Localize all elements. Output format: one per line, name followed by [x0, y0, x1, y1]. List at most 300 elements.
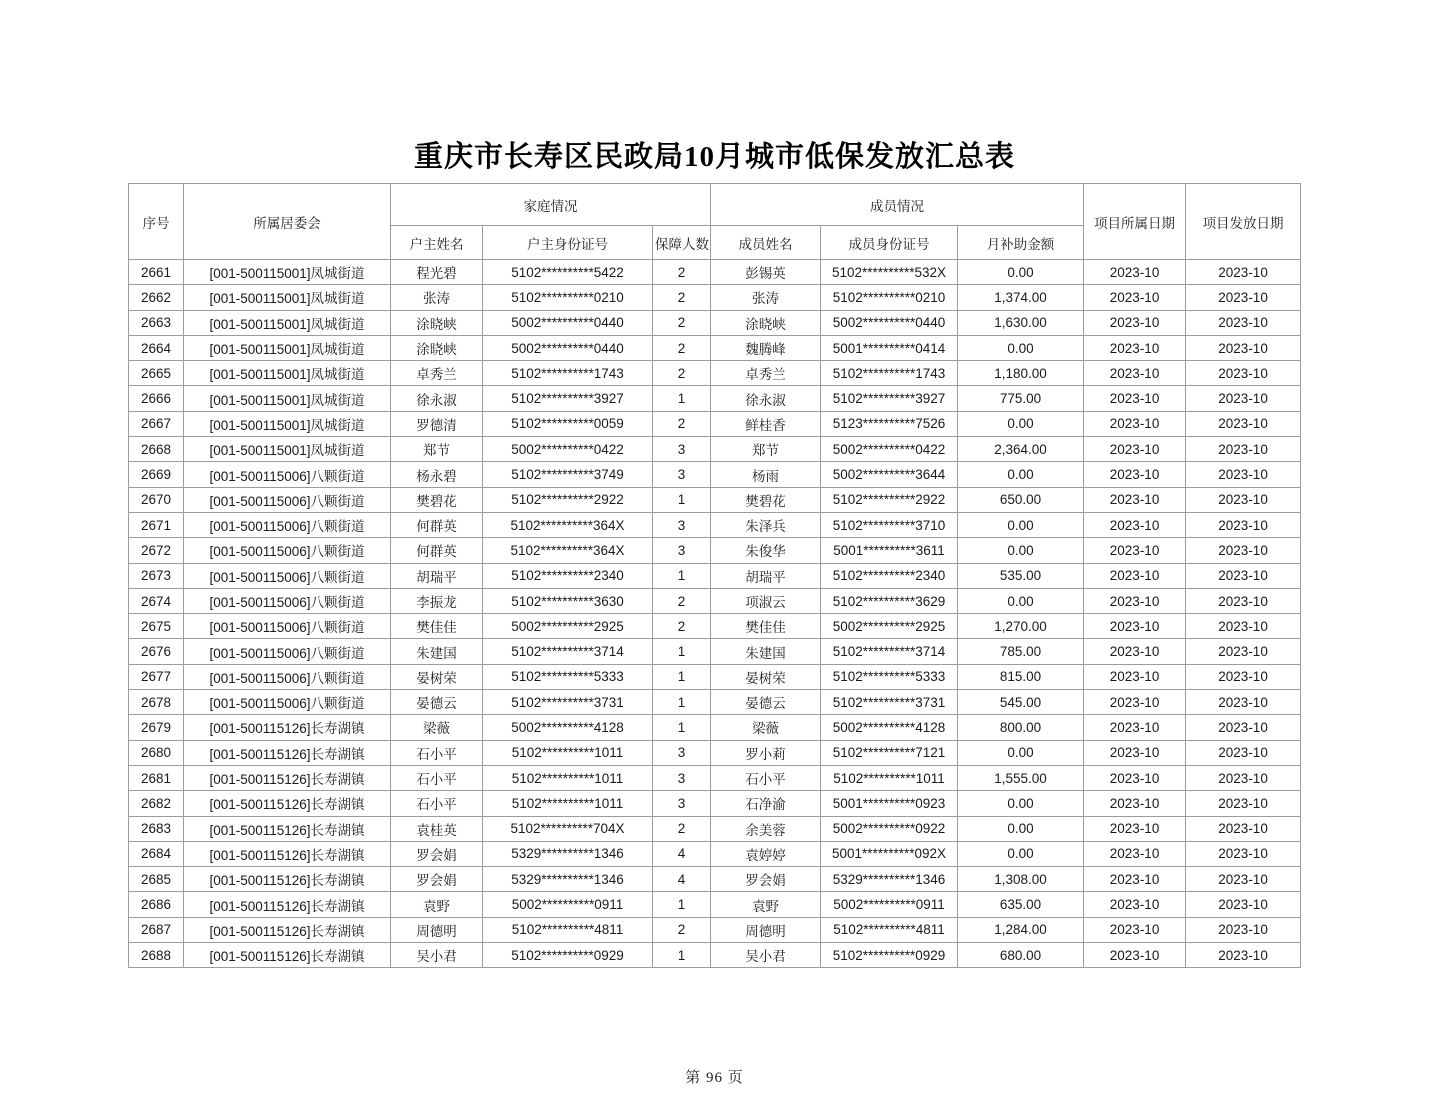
cell-insured-count: 3: [653, 512, 711, 537]
cell-project-date: 2023-10: [1084, 867, 1186, 892]
cell-subsidy: 680.00: [958, 943, 1084, 968]
cell-issue-date: 2023-10: [1186, 563, 1301, 588]
cell-member-id: 5002**********0922: [821, 816, 958, 841]
cell-committee: [001-500115126]长寿湖镇: [184, 715, 391, 740]
cell-serial: 2675: [129, 614, 184, 639]
cell-head-id: 5102**********3714: [483, 639, 653, 664]
cell-member-id: 5002**********0422: [821, 437, 958, 462]
cell-head-id: 5002**********0440: [483, 310, 653, 335]
cell-committee: [001-500115001]凤城街道: [184, 437, 391, 462]
cell-project-date: 2023-10: [1084, 690, 1186, 715]
cell-serial: 2686: [129, 892, 184, 917]
cell-insured-count: 2: [653, 411, 711, 436]
cell-subsidy: 800.00: [958, 715, 1084, 740]
cell-serial: 2663: [129, 310, 184, 335]
cell-committee: [001-500115006]八颗街道: [184, 563, 391, 588]
cell-head-id: 5002**********0440: [483, 335, 653, 360]
cell-serial: 2683: [129, 816, 184, 841]
header-issue-date: 项目发放日期: [1186, 184, 1301, 260]
cell-serial: 2670: [129, 487, 184, 512]
cell-insured-count: 1: [653, 690, 711, 715]
table-row: [129, 361, 1301, 386]
cell-head-id: 5102**********5333: [483, 664, 653, 689]
cell-member-name: 项淑云: [711, 588, 821, 613]
cell-issue-date: 2023-10: [1186, 892, 1301, 917]
cell-member-name: 朱泽兵: [711, 512, 821, 537]
cell-head-id: 5102**********364X: [483, 538, 653, 563]
cell-head-id: 5102**********3927: [483, 386, 653, 411]
cell-serial: 2667: [129, 411, 184, 436]
cell-project-date: 2023-10: [1084, 816, 1186, 841]
cell-member-id: 5002**********4128: [821, 715, 958, 740]
cell-subsidy: 0.00: [958, 512, 1084, 537]
cell-project-date: 2023-10: [1084, 285, 1186, 310]
cell-issue-date: 2023-10: [1186, 437, 1301, 462]
cell-issue-date: 2023-10: [1186, 260, 1301, 285]
cell-insured-count: 3: [653, 791, 711, 816]
cell-head-id: 5329**********1346: [483, 841, 653, 866]
cell-project-date: 2023-10: [1084, 892, 1186, 917]
table-row: [129, 715, 1301, 740]
cell-head-name: 袁野: [391, 892, 483, 917]
cell-committee: [001-500115126]长寿湖镇: [184, 892, 391, 917]
cell-head-name: 涂晓峡: [391, 335, 483, 360]
page-title: 重庆市长寿区民政局10月城市低保发放汇总表: [413, 141, 1015, 173]
cell-issue-date: 2023-10: [1186, 335, 1301, 360]
cell-serial: 2665: [129, 361, 184, 386]
cell-head-name: 杨永碧: [391, 462, 483, 487]
table-row: [129, 386, 1301, 411]
cell-project-date: 2023-10: [1084, 462, 1186, 487]
cell-committee: [001-500115001]凤城街道: [184, 361, 391, 386]
cell-committee: [001-500115006]八颗街道: [184, 512, 391, 537]
cell-member-name: 晏树荣: [711, 664, 821, 689]
cell-serial: 2679: [129, 715, 184, 740]
cell-head-name: 晏树荣: [391, 664, 483, 689]
cell-head-name: 吴小君: [391, 943, 483, 968]
cell-insured-count: 2: [653, 335, 711, 360]
cell-project-date: 2023-10: [1084, 614, 1186, 639]
cell-member-id: 5001**********092X: [821, 841, 958, 866]
cell-issue-date: 2023-10: [1186, 841, 1301, 866]
cell-member-name: 周德明: [711, 917, 821, 942]
cell-subsidy: 0.00: [958, 335, 1084, 360]
cell-member-id: 5002**********3644: [821, 462, 958, 487]
cell-member-id: 5102**********3927: [821, 386, 958, 411]
header-member-name: 成员姓名: [711, 226, 821, 260]
cell-committee: [001-500115001]凤城街道: [184, 335, 391, 360]
cell-head-name: 郑节: [391, 437, 483, 462]
table-row: [129, 791, 1301, 816]
cell-member-name: 涂晓峡: [711, 310, 821, 335]
cell-issue-date: 2023-10: [1186, 816, 1301, 841]
cell-member-name: 袁野: [711, 892, 821, 917]
header-subsidy: 月补助金额: [958, 226, 1084, 260]
table-row: [129, 816, 1301, 841]
cell-member-id: 5329**********1346: [821, 867, 958, 892]
cell-insured-count: 3: [653, 538, 711, 563]
cell-head-name: 程光碧: [391, 260, 483, 285]
cell-member-name: 晏德云: [711, 690, 821, 715]
cell-member-name: 朱建国: [711, 639, 821, 664]
cell-subsidy: 635.00: [958, 892, 1084, 917]
table-row: [129, 335, 1301, 360]
cell-member-id: 5102**********0929: [821, 943, 958, 968]
header-head-name: 户主姓名: [391, 226, 483, 260]
cell-head-name: 徐永淑: [391, 386, 483, 411]
cell-head-name: 樊碧花: [391, 487, 483, 512]
table-row: [129, 310, 1301, 335]
cell-committee: [001-500115006]八颗街道: [184, 639, 391, 664]
cell-serial: 2671: [129, 512, 184, 537]
table-row: [129, 841, 1301, 866]
header-head-id: 户主身份证号: [483, 226, 653, 260]
cell-head-name: 何群英: [391, 538, 483, 563]
table-row: [129, 411, 1301, 436]
cell-insured-count: 2: [653, 588, 711, 613]
cell-head-name: 罗会娟: [391, 867, 483, 892]
cell-serial: 2672: [129, 538, 184, 563]
cell-head-name: 涂晓峡: [391, 310, 483, 335]
cell-issue-date: 2023-10: [1186, 310, 1301, 335]
cell-project-date: 2023-10: [1084, 487, 1186, 512]
cell-insured-count: 2: [653, 285, 711, 310]
cell-head-id: 5102**********1011: [483, 765, 653, 790]
cell-subsidy: 1,180.00: [958, 361, 1084, 386]
table-row: [129, 740, 1301, 765]
cell-issue-date: 2023-10: [1186, 639, 1301, 664]
table-header: [129, 184, 1301, 260]
table-row: [129, 260, 1301, 285]
table-row: [129, 462, 1301, 487]
cell-project-date: 2023-10: [1084, 715, 1186, 740]
cell-issue-date: 2023-10: [1186, 917, 1301, 942]
cell-head-name: 胡瑞平: [391, 563, 483, 588]
cell-committee: [001-500115001]凤城街道: [184, 260, 391, 285]
cell-subsidy: 0.00: [958, 411, 1084, 436]
cell-member-id: 5102**********2340: [821, 563, 958, 588]
cell-head-name: 石小平: [391, 791, 483, 816]
cell-project-date: 2023-10: [1084, 437, 1186, 462]
cell-insured-count: 4: [653, 841, 711, 866]
cell-member-name: 卓秀兰: [711, 361, 821, 386]
cell-serial: 2678: [129, 690, 184, 715]
cell-head-name: 石小平: [391, 765, 483, 790]
cell-member-id: 5001**********0414: [821, 335, 958, 360]
cell-member-name: 胡瑞平: [711, 563, 821, 588]
table-row: [129, 943, 1301, 968]
cell-head-id: 5102**********3630: [483, 588, 653, 613]
cell-head-id: 5102**********1011: [483, 740, 653, 765]
cell-member-id: 5102**********7121: [821, 740, 958, 765]
cell-subsidy: 0.00: [958, 816, 1084, 841]
cell-member-id: 5102**********3731: [821, 690, 958, 715]
cell-project-date: 2023-10: [1084, 335, 1186, 360]
cell-insured-count: 1: [653, 943, 711, 968]
cell-committee: [001-500115126]长寿湖镇: [184, 816, 391, 841]
cell-serial: 2673: [129, 563, 184, 588]
cell-head-name: 卓秀兰: [391, 361, 483, 386]
cell-member-id: 5102**********5333: [821, 664, 958, 689]
cell-issue-date: 2023-10: [1186, 664, 1301, 689]
cell-head-id: 5102**********2922: [483, 487, 653, 512]
cell-project-date: 2023-10: [1084, 588, 1186, 613]
cell-member-name: 张涛: [711, 285, 821, 310]
cell-project-date: 2023-10: [1084, 765, 1186, 790]
cell-issue-date: 2023-10: [1186, 386, 1301, 411]
header-project-date: 项目所属日期: [1084, 184, 1186, 260]
cell-project-date: 2023-10: [1084, 512, 1186, 537]
cell-member-id: 5102**********3629: [821, 588, 958, 613]
cell-issue-date: 2023-10: [1186, 943, 1301, 968]
cell-subsidy: 775.00: [958, 386, 1084, 411]
cell-head-name: 晏德云: [391, 690, 483, 715]
header-family-group: 家庭情况: [391, 184, 711, 226]
cell-committee: [001-500115126]长寿湖镇: [184, 740, 391, 765]
cell-issue-date: 2023-10: [1186, 614, 1301, 639]
cell-committee: [001-500115006]八颗街道: [184, 690, 391, 715]
cell-issue-date: 2023-10: [1186, 361, 1301, 386]
cell-serial: 2669: [129, 462, 184, 487]
cell-head-id: 5102**********0059: [483, 411, 653, 436]
cell-issue-date: 2023-10: [1186, 867, 1301, 892]
cell-member-name: 鲜桂香: [711, 411, 821, 436]
table-row: [129, 563, 1301, 588]
cell-issue-date: 2023-10: [1186, 512, 1301, 537]
cell-committee: [001-500115001]凤城街道: [184, 411, 391, 436]
cell-committee: [001-500115006]八颗街道: [184, 462, 391, 487]
cell-committee: [001-500115006]八颗街道: [184, 588, 391, 613]
cell-member-id: 5102**********532X: [821, 260, 958, 285]
cell-member-name: 余美蓉: [711, 816, 821, 841]
cell-committee: [001-500115001]凤城街道: [184, 310, 391, 335]
cell-serial: 2668: [129, 437, 184, 462]
cell-member-id: 5102**********3714: [821, 639, 958, 664]
table-row: [129, 690, 1301, 715]
cell-member-name: 魏腾峰: [711, 335, 821, 360]
cell-subsidy: 815.00: [958, 664, 1084, 689]
cell-insured-count: 3: [653, 462, 711, 487]
cell-head-id: 5002**********0911: [483, 892, 653, 917]
cell-insured-count: 1: [653, 639, 711, 664]
table-row: [129, 588, 1301, 613]
cell-member-id: 5102**********2922: [821, 487, 958, 512]
cell-committee: [001-500115006]八颗街道: [184, 487, 391, 512]
cell-issue-date: 2023-10: [1186, 538, 1301, 563]
cell-issue-date: 2023-10: [1186, 715, 1301, 740]
cell-subsidy: 650.00: [958, 487, 1084, 512]
cell-subsidy: 545.00: [958, 690, 1084, 715]
page-footer: 第 96 页: [685, 1070, 744, 1086]
cell-issue-date: 2023-10: [1186, 285, 1301, 310]
cell-subsidy: 2,364.00: [958, 437, 1084, 462]
cell-committee: [001-500115001]凤城街道: [184, 386, 391, 411]
cell-issue-date: 2023-10: [1186, 411, 1301, 436]
cell-project-date: 2023-10: [1084, 917, 1186, 942]
cell-serial: 2664: [129, 335, 184, 360]
cell-head-id: 5329**********1346: [483, 867, 653, 892]
cell-insured-count: 3: [653, 437, 711, 462]
cell-subsidy: 785.00: [958, 639, 1084, 664]
cell-committee: [001-500115126]长寿湖镇: [184, 791, 391, 816]
cell-head-id: 5102**********3731: [483, 690, 653, 715]
cell-head-id: 5102**********0929: [483, 943, 653, 968]
cell-issue-date: 2023-10: [1186, 690, 1301, 715]
cell-project-date: 2023-10: [1084, 639, 1186, 664]
cell-insured-count: 1: [653, 664, 711, 689]
table-row: [129, 538, 1301, 563]
cell-insured-count: 1: [653, 386, 711, 411]
cell-project-date: 2023-10: [1084, 563, 1186, 588]
header-member-id: 成员身份证号: [821, 226, 958, 260]
cell-member-name: 梁薇: [711, 715, 821, 740]
cell-insured-count: 3: [653, 765, 711, 790]
cell-head-id: 5102**********1743: [483, 361, 653, 386]
cell-committee: [001-500115126]长寿湖镇: [184, 943, 391, 968]
cell-member-id: 5102**********0210: [821, 285, 958, 310]
cell-member-name: 彭锡英: [711, 260, 821, 285]
cell-head-name: 周德明: [391, 917, 483, 942]
cell-project-date: 2023-10: [1084, 943, 1186, 968]
cell-member-name: 石净渝: [711, 791, 821, 816]
cell-project-date: 2023-10: [1084, 386, 1186, 411]
cell-serial: 2685: [129, 867, 184, 892]
cell-head-id: 5102**********1011: [483, 791, 653, 816]
table-row: [129, 917, 1301, 942]
cell-issue-date: 2023-10: [1186, 765, 1301, 790]
cell-head-name: 袁桂英: [391, 816, 483, 841]
cell-head-id: 5102**********0210: [483, 285, 653, 310]
cell-subsidy: 1,270.00: [958, 614, 1084, 639]
cell-member-id: 5102**********4811: [821, 917, 958, 942]
table-row: [129, 664, 1301, 689]
cell-head-id: 5102**********3749: [483, 462, 653, 487]
cell-head-name: 朱建国: [391, 639, 483, 664]
header-serial: 序号: [129, 184, 184, 260]
header-insured-count: 保障人数: [653, 226, 711, 260]
cell-head-id: 5102**********4811: [483, 917, 653, 942]
cell-committee: [001-500115126]长寿湖镇: [184, 867, 391, 892]
cell-member-name: 郑节: [711, 437, 821, 462]
cell-member-name: 石小平: [711, 765, 821, 790]
cell-member-id: 5002**********0911: [821, 892, 958, 917]
table-row: [129, 614, 1301, 639]
cell-issue-date: 2023-10: [1186, 740, 1301, 765]
cell-issue-date: 2023-10: [1186, 791, 1301, 816]
cell-insured-count: 1: [653, 715, 711, 740]
cell-member-id: 5001**********0923: [821, 791, 958, 816]
table-row: [129, 512, 1301, 537]
cell-member-name: 吴小君: [711, 943, 821, 968]
cell-project-date: 2023-10: [1084, 310, 1186, 335]
table-row: [129, 867, 1301, 892]
cell-head-id: 5102**********2340: [483, 563, 653, 588]
cell-head-name: 石小平: [391, 740, 483, 765]
cell-member-id: 5002**********0440: [821, 310, 958, 335]
cell-serial: 2661: [129, 260, 184, 285]
cell-member-id: 5123**********7526: [821, 411, 958, 436]
cell-insured-count: 2: [653, 260, 711, 285]
cell-member-id: 5002**********2925: [821, 614, 958, 639]
cell-project-date: 2023-10: [1084, 411, 1186, 436]
table-row: [129, 639, 1301, 664]
cell-head-id: 5102**********5422: [483, 260, 653, 285]
cell-issue-date: 2023-10: [1186, 588, 1301, 613]
cell-head-name: 梁薇: [391, 715, 483, 740]
cell-member-name: 杨雨: [711, 462, 821, 487]
cell-head-id: 5002**********2925: [483, 614, 653, 639]
cell-member-name: 罗会娟: [711, 867, 821, 892]
cell-subsidy: 0.00: [958, 260, 1084, 285]
cell-insured-count: 2: [653, 816, 711, 841]
cell-subsidy: 535.00: [958, 563, 1084, 588]
cell-serial: 2674: [129, 588, 184, 613]
cell-project-date: 2023-10: [1084, 841, 1186, 866]
cell-project-date: 2023-10: [1084, 740, 1186, 765]
cell-head-id: 5002**********4128: [483, 715, 653, 740]
cell-serial: 2684: [129, 841, 184, 866]
cell-subsidy: 1,555.00: [958, 765, 1084, 790]
cell-insured-count: 4: [653, 867, 711, 892]
cell-head-name: 李振龙: [391, 588, 483, 613]
cell-project-date: 2023-10: [1084, 361, 1186, 386]
cell-subsidy: 0.00: [958, 740, 1084, 765]
cell-insured-count: 1: [653, 563, 711, 588]
table-row: [129, 487, 1301, 512]
cell-subsidy: 0.00: [958, 841, 1084, 866]
cell-insured-count: 2: [653, 614, 711, 639]
cell-serial: 2682: [129, 791, 184, 816]
cell-insured-count: 2: [653, 310, 711, 335]
cell-head-id: 5102**********364X: [483, 512, 653, 537]
table-row: [129, 892, 1301, 917]
header-member-group: 成员情况: [711, 184, 1084, 226]
cell-serial: 2680: [129, 740, 184, 765]
cell-member-id: 5001**********3611: [821, 538, 958, 563]
cell-serial: 2681: [129, 765, 184, 790]
cell-insured-count: 1: [653, 892, 711, 917]
cell-head-name: 罗会娟: [391, 841, 483, 866]
header-committee: 所属居委会: [184, 184, 391, 260]
cell-member-name: 樊佳佳: [711, 614, 821, 639]
cell-project-date: 2023-10: [1084, 664, 1186, 689]
cell-project-date: 2023-10: [1084, 538, 1186, 563]
cell-member-id: 5102**********3710: [821, 512, 958, 537]
cell-member-id: 5102**********1743: [821, 361, 958, 386]
summary-table: [128, 183, 1301, 968]
cell-subsidy: 1,374.00: [958, 285, 1084, 310]
cell-insured-count: 1: [653, 487, 711, 512]
cell-subsidy: 0.00: [958, 791, 1084, 816]
table-row: [129, 437, 1301, 462]
cell-head-name: 何群英: [391, 512, 483, 537]
cell-project-date: 2023-10: [1084, 791, 1186, 816]
cell-member-id: 5102**********1011: [821, 765, 958, 790]
cell-committee: [001-500115006]八颗街道: [184, 614, 391, 639]
cell-member-name: 罗小莉: [711, 740, 821, 765]
cell-head-id: 5002**********0422: [483, 437, 653, 462]
cell-issue-date: 2023-10: [1186, 462, 1301, 487]
cell-insured-count: 2: [653, 917, 711, 942]
cell-serial: 2662: [129, 285, 184, 310]
cell-subsidy: 1,308.00: [958, 867, 1084, 892]
cell-member-name: 徐永淑: [711, 386, 821, 411]
cell-serial: 2688: [129, 943, 184, 968]
table-row: [129, 285, 1301, 310]
cell-committee: [001-500115001]凤城街道: [184, 285, 391, 310]
cell-member-name: 樊碧花: [711, 487, 821, 512]
cell-committee: [001-500115126]长寿湖镇: [184, 765, 391, 790]
